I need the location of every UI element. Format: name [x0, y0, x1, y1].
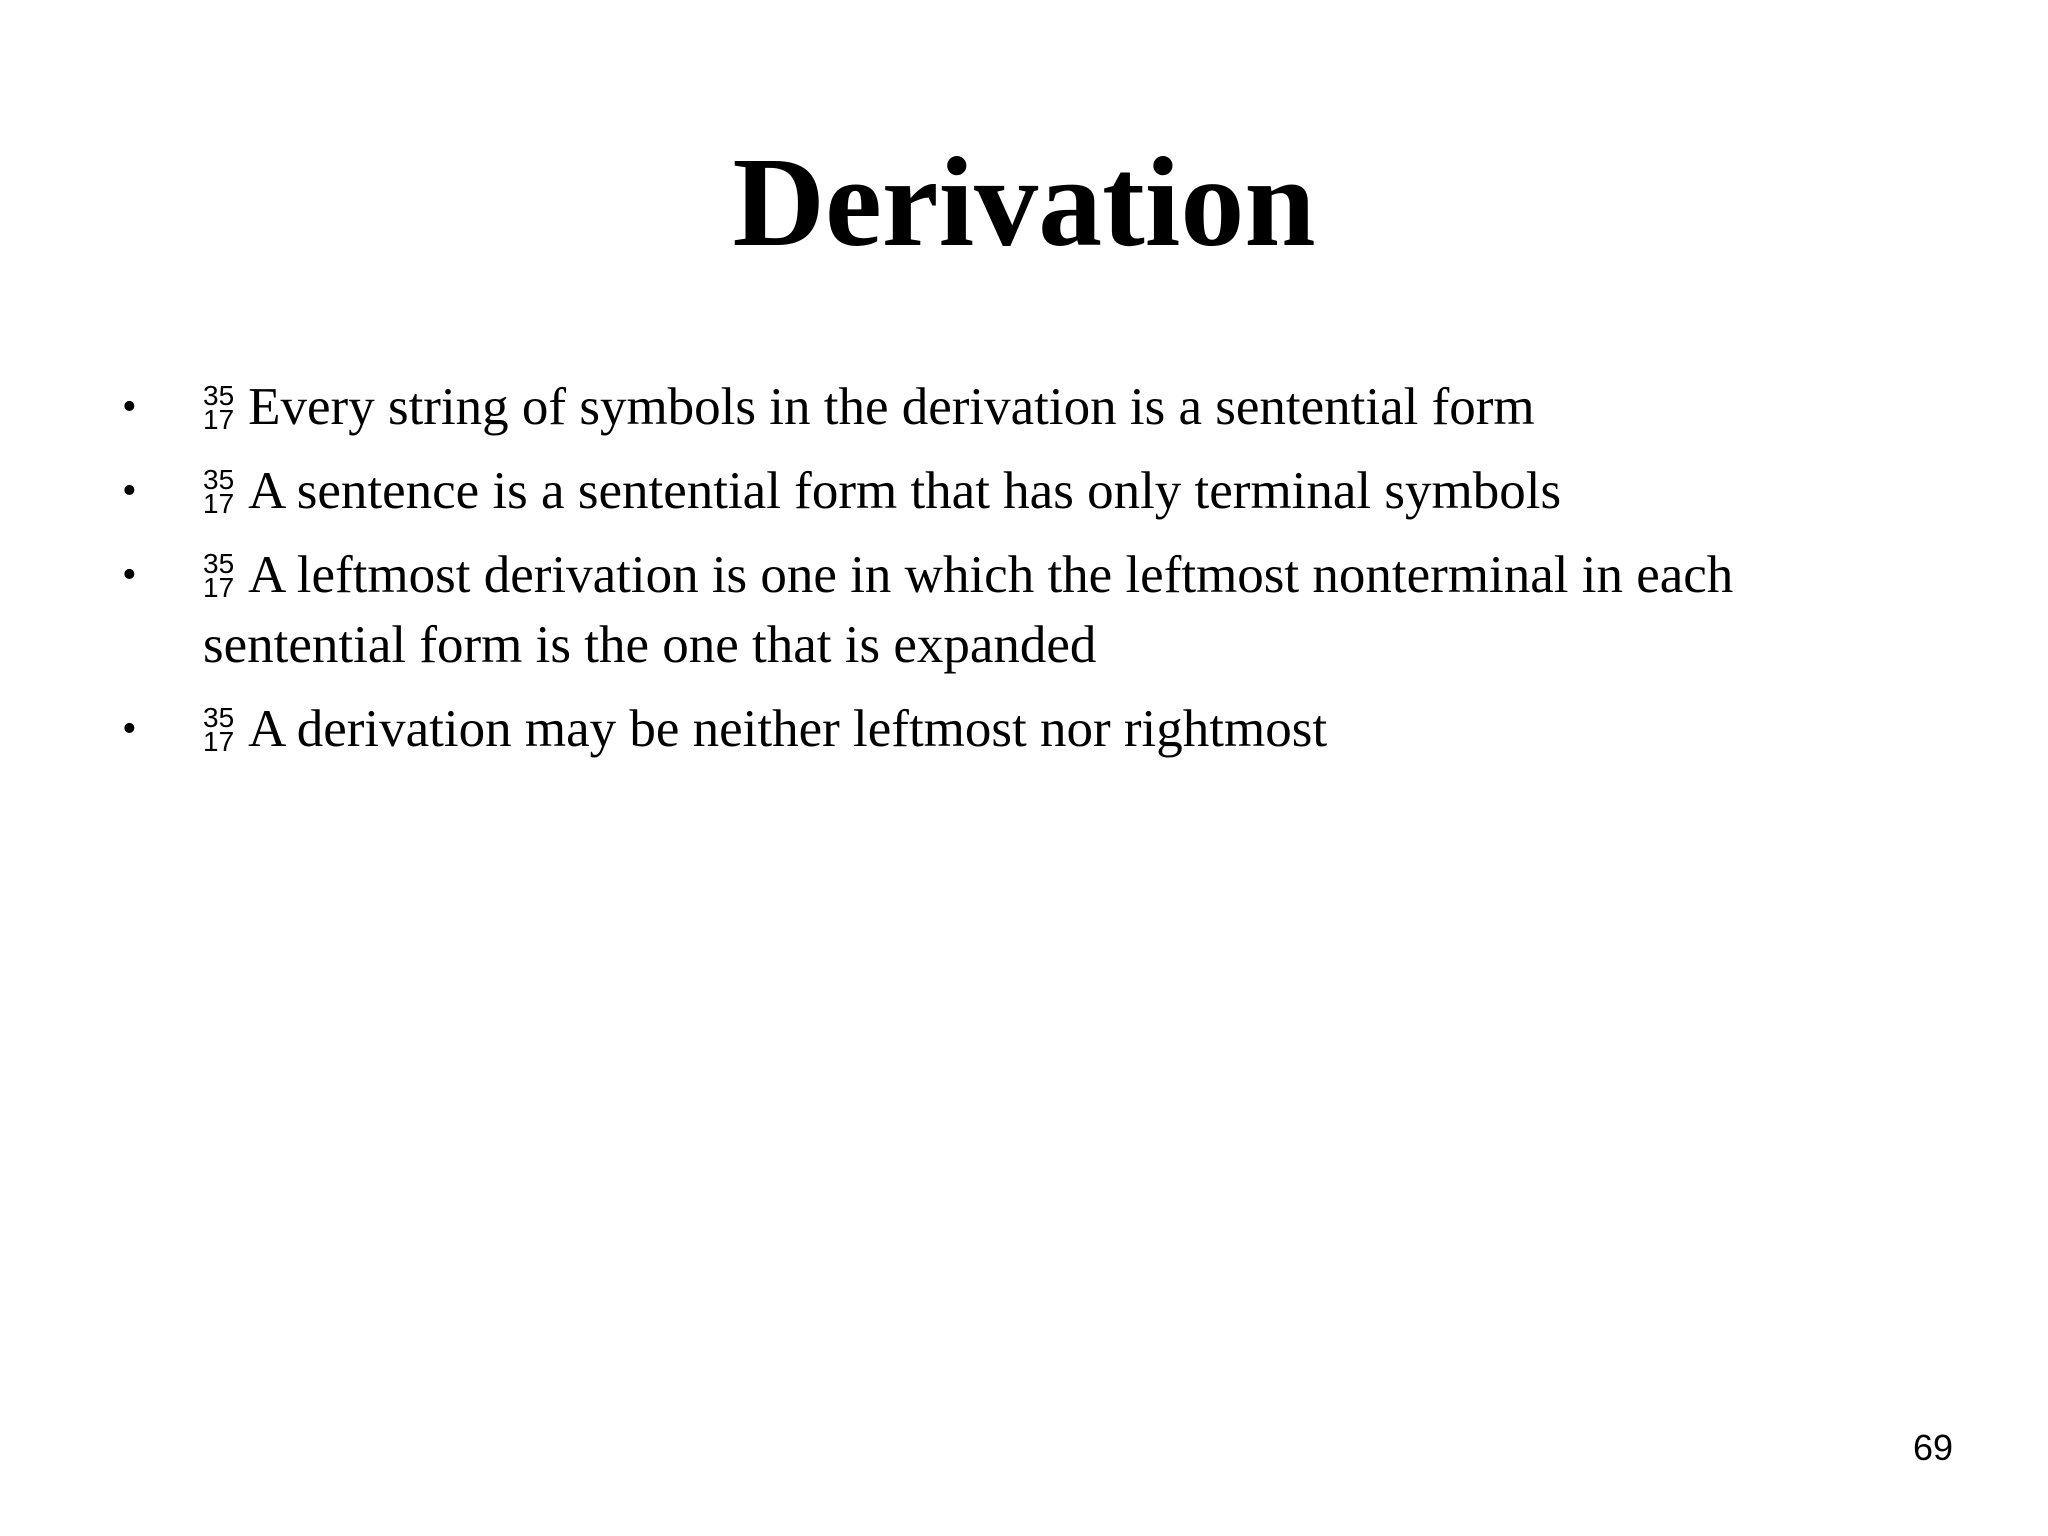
- bullet-dot: •: [122, 706, 137, 752]
- bullet-dot: •: [122, 384, 137, 430]
- bullet-item: [0, 540, 2023, 680]
- bullet-item: [0, 372, 2023, 442]
- bullet-list: [0, 372, 2048, 778]
- bullet-text: A derivation may be neither leftmost nor rightmost: [248, 700, 1328, 758]
- bullet-item: [0, 694, 2023, 764]
- bullet-text: Every string of symbols in the derivation is a sentential form: [248, 378, 1535, 436]
- glyph-icon: 35 17: [203, 547, 235, 603]
- glyph-icon: 35 17: [203, 701, 235, 757]
- bullet-text: A leftmost derivation is one in which the leftmost nonterminal in each sentential form is the one that is expanded: [203, 546, 1734, 674]
- glyph-icon: 35 17: [203, 379, 235, 435]
- bullet-text: A sentence is a sentential form that has only terminal symbols: [248, 462, 1562, 520]
- slide-title: Derivation: [732, 131, 1316, 273]
- page-number: 69: [1912, 1427, 1953, 1468]
- bullet-dot: •: [122, 552, 137, 598]
- bullet-item: [0, 456, 2023, 526]
- bullet-dot: •: [122, 468, 137, 514]
- glyph-icon: 35 17: [203, 463, 235, 519]
